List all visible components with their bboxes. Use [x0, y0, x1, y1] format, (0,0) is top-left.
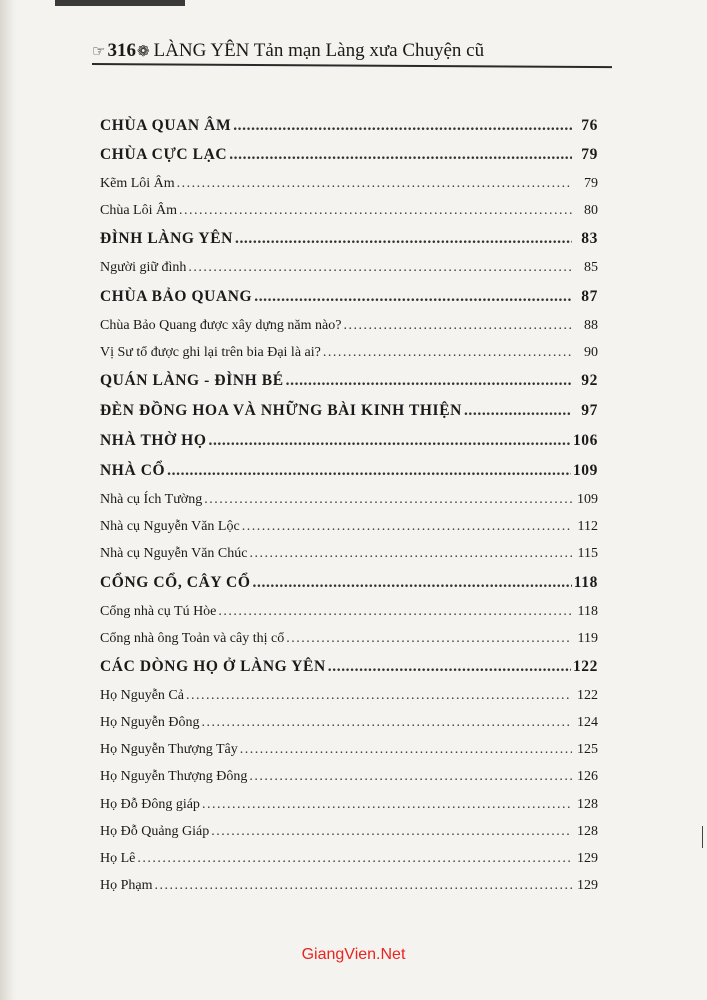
toc-dot-leader	[464, 396, 572, 426]
toc-entry-page: 97	[581, 401, 598, 419]
toc-entry-title: Cổng nhà ông Toản và cây thị cổ	[100, 630, 285, 646]
toc-dot-leader	[286, 625, 572, 652]
toc-dot-leader	[179, 197, 572, 224]
toc-entry-page: 118	[573, 573, 598, 591]
toc-entry-title: Chùa Bảo Quang được xây dựng năm nào?	[100, 317, 342, 333]
toc-entry-page: 87	[581, 287, 598, 305]
table-of-contents	[100, 112, 598, 899]
toc-entry-title: Nhà cụ Nguyễn Văn Lộc	[100, 519, 240, 535]
toc-entry-title: QUÁN LÀNG - ĐÌNH BÉ	[100, 371, 284, 389]
toc-entry-page: 109	[577, 491, 598, 507]
toc-entry-title: NHÀ THỜ HỌ	[100, 431, 207, 449]
toc-entry-page: 125	[577, 742, 598, 758]
toc-section-entry	[100, 625, 598, 652]
toc-dot-leader	[233, 112, 572, 140]
toc-entry-title: Nhà cụ Nguyễn Văn Chúc	[100, 546, 248, 562]
toc-entry-page: 92	[581, 371, 598, 389]
toc-entry-page: 124	[577, 715, 598, 731]
toc-section-entry	[100, 170, 598, 197]
toc-dot-leader	[240, 736, 572, 763]
toc-dot-leader	[177, 170, 572, 197]
toc-entry-title: Họ Nguyễn Cả	[100, 687, 184, 703]
toc-entry-title: Họ Đỗ Quảng Giáp	[100, 823, 210, 839]
toc-entry-page: 109	[572, 461, 598, 479]
toc-dot-leader	[229, 140, 572, 170]
pointing-hand-icon: ☞	[92, 43, 106, 60]
toc-dot-leader	[202, 709, 572, 736]
toc-dot-leader	[155, 872, 573, 899]
toc-section-entry	[100, 486, 598, 513]
scan-artifact-strip	[55, 0, 185, 6]
toc-chapter-entry	[100, 282, 598, 312]
toc-section-entry	[100, 513, 598, 540]
toc-dot-leader	[286, 366, 572, 396]
toc-entry-page: 119	[577, 630, 598, 646]
toc-section-entry	[100, 540, 598, 567]
toc-dot-leader	[137, 845, 572, 872]
toc-entry-title: Người giữ đình	[100, 260, 187, 276]
toc-entry-title: Vị Sư tổ được ghi lại trên bia Đại là ai?	[100, 344, 321, 360]
toc-entry-page: 129	[577, 878, 598, 894]
toc-chapter-entry	[100, 396, 598, 426]
toc-entry-title: Họ Phạm	[100, 878, 153, 894]
toc-entry-title: CHÙA QUAN ÂM	[100, 117, 232, 134]
toc-chapter-entry	[100, 112, 598, 140]
toc-entry-page: 129	[577, 851, 598, 866]
toc-entry-page: 122	[577, 687, 598, 703]
toc-section-entry	[100, 254, 598, 281]
toc-entry-page: 79	[581, 146, 598, 163]
toc-chapter-entry	[100, 366, 598, 396]
toc-entry-page: 128	[577, 796, 598, 812]
toc-dot-leader	[186, 682, 572, 709]
header-page-number: 316	[107, 40, 136, 61]
toc-entry-title: ĐÈN ĐỒNG HOA VÀ NHỮNG BÀI KINH THIỆN	[100, 401, 462, 419]
toc-entry-page: 85	[584, 260, 598, 276]
page-binding-edge	[0, 0, 16, 1000]
toc-entry-page: 128	[577, 823, 598, 839]
toc-dot-leader	[328, 652, 571, 682]
toc-section-entry	[100, 598, 598, 625]
toc-chapter-entry	[100, 568, 598, 598]
toc-entry-title: CÁC DÒNG HỌ Ở LÀNG YÊN	[100, 657, 326, 675]
flower-ornament-icon: ❁	[136, 43, 150, 60]
toc-entry-title: Cổng nhà cụ Tú Hòe	[100, 603, 217, 619]
toc-entry-title: CHÙA BẢO QUANG	[100, 287, 253, 305]
toc-chapter-entry	[100, 426, 598, 456]
toc-dot-leader	[167, 456, 571, 486]
toc-entry-page: 83	[581, 230, 598, 248]
toc-dot-leader	[249, 763, 572, 790]
toc-entry-title: Kẽm Lôi Âm	[100, 176, 175, 191]
toc-entry-page: 122	[572, 657, 598, 675]
toc-dot-leader	[204, 486, 572, 513]
toc-entry-title: CHÙA CỰC LẠC	[100, 146, 228, 163]
toc-dot-leader	[202, 791, 572, 818]
toc-entry-title: Nhà cụ Ích Tường	[100, 491, 203, 507]
toc-dot-leader	[323, 339, 572, 366]
toc-chapter-entry	[100, 456, 598, 486]
toc-entry-page: 126	[577, 769, 598, 785]
toc-entry-title: NHÀ CỔ	[100, 461, 166, 479]
running-header	[92, 40, 612, 62]
toc-section-entry	[100, 197, 598, 224]
toc-dot-leader	[235, 224, 572, 254]
toc-section-entry	[100, 872, 598, 899]
toc-section-entry	[100, 339, 598, 366]
toc-entry-page: 118	[577, 603, 598, 619]
toc-entry-page: 112	[577, 519, 598, 535]
toc-dot-leader	[253, 568, 572, 598]
scan-mark	[702, 826, 703, 848]
toc-entry-title: Họ Nguyễn Thượng Tây	[100, 742, 238, 758]
toc-section-entry	[100, 312, 598, 339]
toc-section-entry	[100, 709, 598, 736]
toc-dot-leader	[208, 426, 570, 456]
toc-section-entry	[100, 845, 598, 872]
toc-entry-title: Họ Nguyễn Đông	[100, 715, 200, 731]
toc-section-entry	[100, 818, 598, 845]
toc-dot-leader	[343, 312, 572, 339]
header-rule	[92, 63, 612, 68]
toc-chapter-entry	[100, 140, 598, 170]
toc-entry-page: 106	[572, 431, 598, 449]
toc-entry-page: 115	[577, 546, 598, 562]
toc-section-entry	[100, 682, 598, 709]
toc-entry-page: 90	[584, 344, 598, 360]
toc-section-entry	[100, 763, 598, 790]
toc-entry-title: CỔNG CỔ, CÂY CỔ	[100, 573, 251, 591]
header-title: LÀNG YÊN Tản mạn Làng xưa Chuyện cũ	[153, 40, 485, 61]
toc-chapter-entry	[100, 224, 598, 254]
toc-chapter-entry	[100, 652, 598, 682]
toc-dot-leader	[218, 598, 572, 625]
toc-entry-title: Họ Nguyễn Thượng Đông	[100, 769, 248, 785]
toc-section-entry	[100, 791, 598, 818]
toc-dot-leader	[250, 540, 573, 567]
toc-entry-page: 76	[581, 117, 598, 134]
toc-dot-leader	[188, 254, 572, 281]
toc-entry-title: ĐÌNH LÀNG YÊN	[100, 230, 233, 248]
watermark: GiangVien.Net	[301, 946, 406, 963]
toc-entry-page: 80	[584, 203, 598, 219]
toc-entry-title: Họ Đỗ Đông giáp	[100, 796, 200, 812]
toc-entry-title: Chùa Lôi Âm	[100, 203, 177, 219]
toc-section-entry	[100, 736, 598, 763]
toc-entry-title: Họ Lê	[100, 851, 136, 866]
toc-dot-leader	[242, 513, 572, 540]
toc-entry-page: 88	[584, 317, 598, 333]
toc-dot-leader	[211, 818, 572, 845]
toc-dot-leader	[254, 282, 572, 312]
toc-entry-page: 79	[584, 176, 598, 191]
